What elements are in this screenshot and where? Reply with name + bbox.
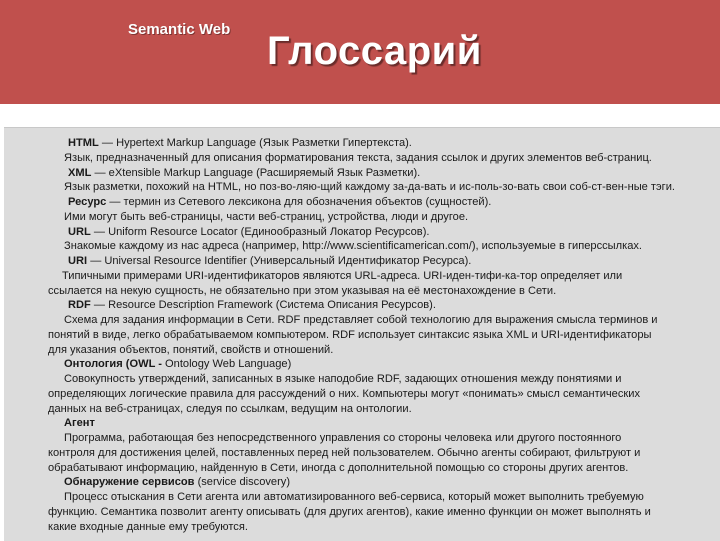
glossary-text-line [48, 180, 716, 195]
glossary-text-line [48, 239, 716, 254]
glossary-term: Обнаружение сервисов [64, 476, 195, 489]
glossary-text-line [48, 520, 716, 535]
glossary-definition: Ontology Web Language) [165, 358, 292, 371]
glossary-text-line [48, 431, 716, 446]
glossary-term: Агент [64, 417, 95, 430]
glossary-definition: — термин из Сетевого лексикона для обозначения объектов (сущностей). [106, 196, 492, 208]
glossary-definition: — Resource Description Framework (Система Описания Ресурсов). [90, 299, 436, 312]
glossary-term: XML [68, 166, 92, 179]
glossary-text-line [48, 372, 716, 387]
glossary-definition: определяющих логические правила для рассуждений о них. Компьютеры могут «понимать» смысл семантических [48, 387, 640, 400]
glossary-term: HTML [68, 137, 99, 149]
glossary-definition: контроля для достижения целей, поставленных перед ней пользователем. Обычно агенты собирают, фильтруют и [48, 446, 641, 459]
glossary-text-line [48, 210, 716, 225]
glossary-term-line [48, 225, 716, 240]
glossary-term-line [48, 475, 716, 490]
glossary-definition: для указания объектов, понятий, свойств и отношений. [48, 343, 334, 356]
glossary-term-line [48, 254, 716, 269]
glossary-term-line [48, 416, 716, 431]
glossary-text-line [48, 505, 716, 520]
glossary-definition: ссылается на некую сущность, не обязательно при этом указывая на её местонахождение в Сети. [48, 284, 557, 297]
glossary-definition: — Uniform Resource Locator (Единообразный Локатор Ресурсов). [90, 225, 430, 238]
glossary-text-line [48, 284, 716, 299]
title-banner [0, 0, 720, 104]
glossary-text-line [48, 446, 716, 461]
glossary-definition: Язык разметки, похожий на HTML, но поз-во-ляю-щий каждому за-да-вать и ис-поль-зо-вать свои соб-ст-вен-ные тэги. [64, 181, 675, 194]
glossary-text-line [48, 328, 716, 343]
glossary-definition: Процесс отыскания в Сети агента или автоматизированного веб-сервиса, который может выполнить требуемую [64, 491, 644, 503]
glossary-term-line [48, 166, 716, 181]
glossary-text-line [48, 461, 716, 476]
glossary-definition: — eXtensible Markup Language (Расширяемый Язык Разметки). [91, 166, 421, 179]
glossary-definition: Схема для задания информации в Сети. RDF представляет собой технологию для выражения смысла терминов и [64, 314, 658, 326]
glossary-text-line [48, 151, 716, 166]
glossary-definition: Знакомые каждому из нас адреса (например, http://www.scientificamerican.com/), используемые в гиперссылках. [64, 240, 643, 253]
glossary-definition: Типичными примерами URI-идентификаторов являются URL-адреса. URI-иден-тифи-ка-тор определяет или [62, 269, 623, 282]
glossary-term: RDF [68, 299, 91, 312]
glossary-panel [4, 127, 720, 541]
glossary-definition: Программа, работающая без непосредственного управления со стороны человека или другого постоянного [64, 432, 622, 444]
glossary-text-line [48, 269, 716, 284]
glossary-definition: Совокупность утверждений, записанных в языке наподобие RDF, задающих отношения между понятиями и [64, 373, 622, 385]
glossary-text-line [48, 343, 716, 358]
slide-title: Глоссарий [267, 29, 482, 73]
glossary-definition: — Universal Resource Identifier (Универсальный Идентификатор Ресурса). [87, 255, 472, 267]
glossary-term: URI [68, 255, 88, 267]
glossary-text [48, 136, 716, 534]
glossary-definition: функцию. Семантика позволит агенту описывать (для других агентов), какие именно функции он может выполнять и [48, 505, 651, 518]
glossary-definition: — Hypertext Markup Language (Язык Разметки Гипертекста). [98, 137, 412, 149]
glossary-term: Ресурс [68, 196, 107, 208]
glossary-definition: обрабатывают информацию, найденную в Сети, иногда с дополнительной помощью со стороны других агентов. [48, 461, 629, 474]
glossary-definition: понятий в виде, легко обрабатываемом компьютером. RDF использует синтаксис языка XML и URI-идентификаторы [48, 328, 652, 341]
glossary-text-line [48, 402, 716, 417]
glossary-term: URL [68, 225, 91, 238]
glossary-definition: Язык, предназначенный для описания форматирования текста, задания ссылок и других элементов веб-страниц. [64, 151, 652, 164]
glossary-definition: (service discovery) [194, 476, 291, 489]
glossary-text-line [48, 387, 716, 402]
glossary-text-line [48, 490, 716, 505]
glossary-term-line [48, 298, 716, 313]
glossary-term: Онтология (OWL - [64, 358, 166, 371]
glossary-definition: Ими могут быть веб-страницы, части веб-страниц, устройства, люди и другое. [64, 210, 469, 223]
glossary-term-line [48, 357, 716, 372]
glossary-term-line [48, 136, 716, 151]
glossary-term-line [48, 195, 716, 210]
slide-subtitle: Semantic Web [128, 21, 231, 38]
glossary-definition: данных на веб-страницах, следуя по ссылкам, ведущим на онтологии. [48, 402, 412, 415]
glossary-definition: какие входные данные ему требуются. [48, 520, 248, 533]
glossary-text-line [48, 313, 716, 328]
